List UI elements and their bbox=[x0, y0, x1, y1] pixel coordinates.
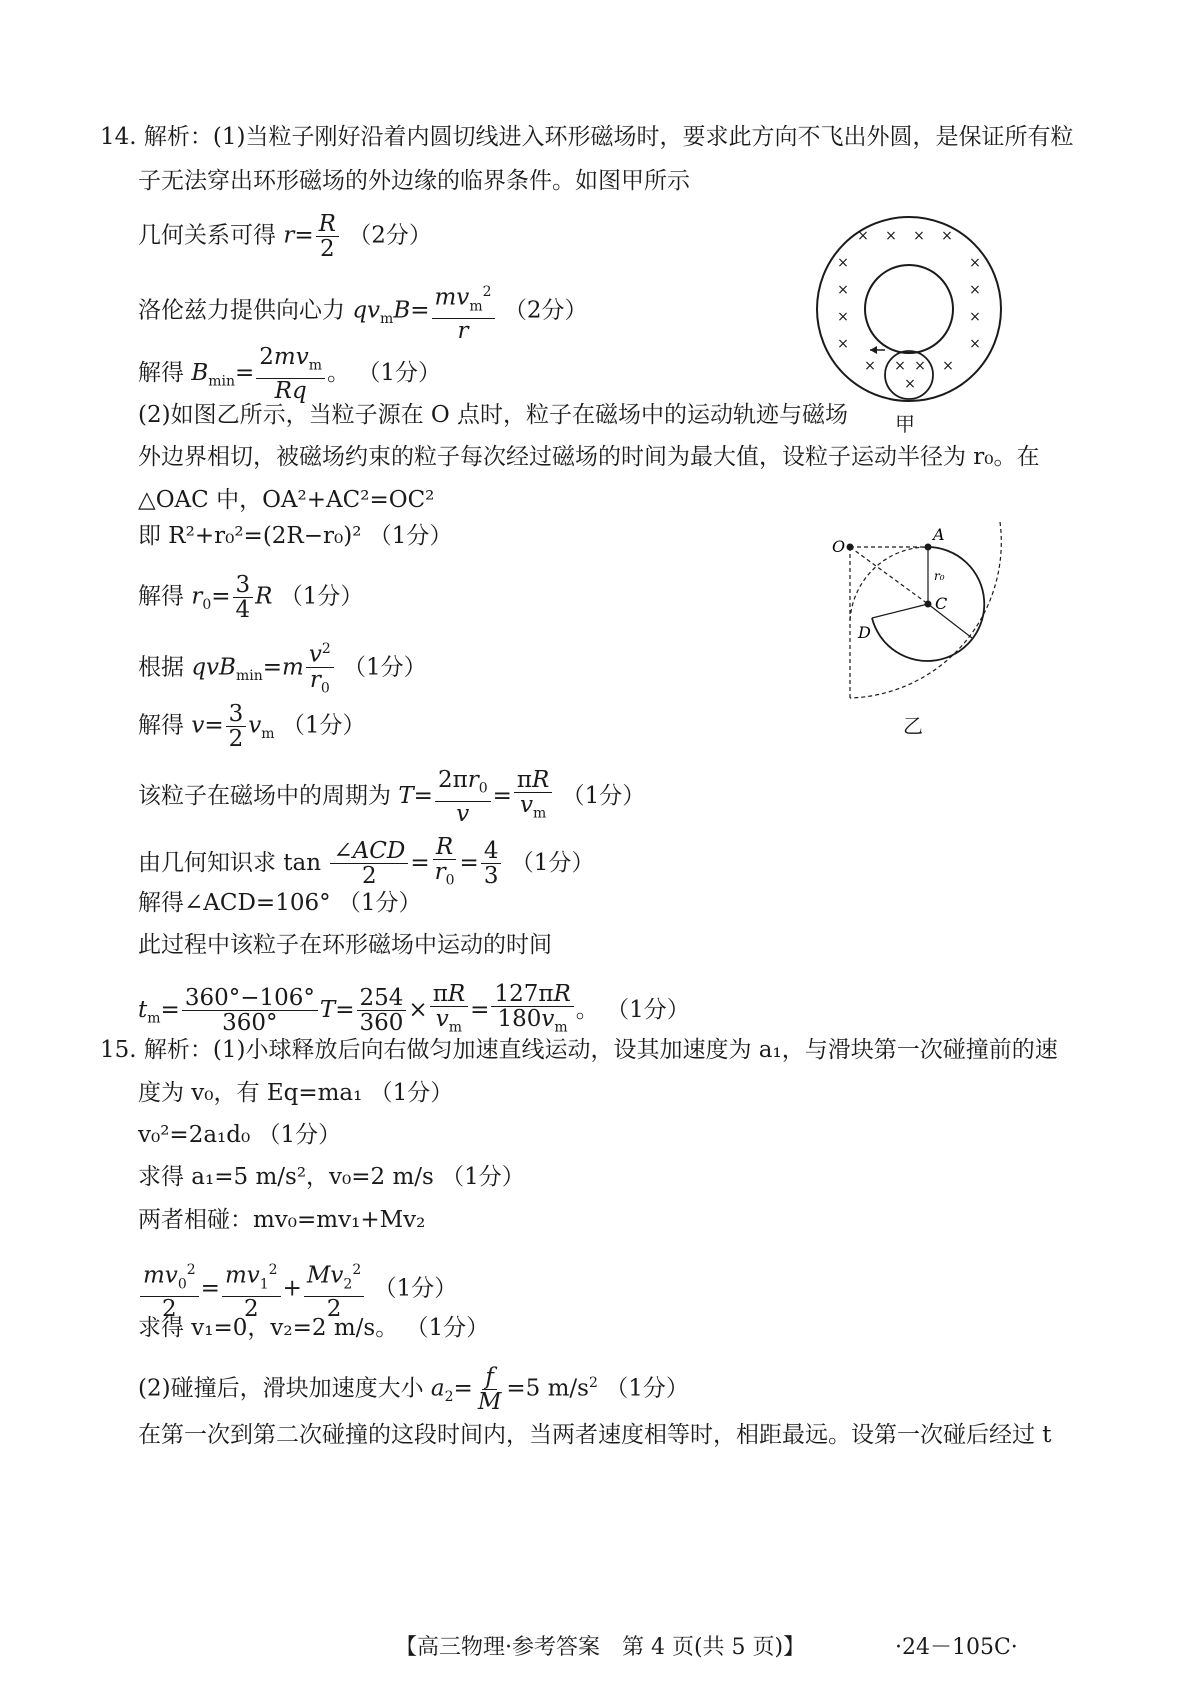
field-x-mark: × bbox=[864, 358, 876, 374]
q14-equation-qvb: 根据 qvB$_{min}$=m $\frac{v^2}{r_0}$ （1分） bbox=[138, 637, 427, 700]
figure-jia bbox=[810, 210, 1010, 430]
field-x-mark: × bbox=[837, 282, 849, 298]
figure-yi-caption: 乙 bbox=[903, 714, 923, 738]
OC-dashed bbox=[850, 547, 928, 604]
label-C: C bbox=[935, 594, 948, 613]
q14-equation-lorentz: 洛伦兹力提供向心力 $qv_mB=$ $mv_m^2$ r （2分） bbox=[138, 280, 587, 343]
q15-line: 求得 a₁=5 m/s²，v₀=2 m/s （1分） bbox=[138, 1164, 525, 1190]
field-x-mark: × bbox=[857, 228, 869, 244]
q14-equation-tm: $t_m=$ $\frac{360^\circ-106^\circ}{360^\circ}$ T= $\frac{254}{360}$ × $\frac{\pi R}{v_m}$ = $\frac{127\pi R}{180v_m}$ 。 （1分） bbox=[138, 981, 690, 1037]
figure-jia-caption: 甲 bbox=[895, 412, 915, 436]
inner-boundary-arc bbox=[850, 547, 928, 620]
q15-equation-a2: (2)碰撞后，滑块加速度大小 $a_2=$ $\frac{f}{M}$ =5 $m/s^2$ （1分） bbox=[138, 1364, 689, 1415]
q14-part2: 外边界相切，被磁场约束的粒子每次经过磁场的时间为最大值，设粒子运动半径为 r₀。在 bbox=[138, 444, 1040, 470]
field-x-mark: × bbox=[885, 228, 897, 244]
CD-line bbox=[872, 604, 928, 618]
field-x-mark: × bbox=[969, 282, 981, 298]
q14-equation-v: 解得 v= $\frac{3}{2}$ $v_m$ （1分） bbox=[138, 701, 366, 752]
field-x-mark: × bbox=[942, 358, 954, 374]
label-r0: r₀ bbox=[934, 569, 945, 583]
q15-line: v₀²=2a₁d₀ （1分） bbox=[138, 1122, 342, 1148]
field-x-mark: × bbox=[837, 309, 849, 325]
q14-text: 此过程中该粒子在环形磁场中运动的时间 bbox=[138, 932, 552, 958]
q14-equation-r: 几何关系可得 r= $\frac{R}{2}$ （2分） bbox=[138, 211, 432, 262]
q14-angle: 解得∠ACD=106° （1分） bbox=[138, 890, 422, 916]
q15-line: 度为 v₀，有 Eq=ma₁ （1分） bbox=[138, 1080, 454, 1106]
q14-line: 子无法穿出环形磁场的外边缘的临界条件。如图甲所示 bbox=[138, 168, 690, 194]
q15-equation-energy: $\frac{mv_0^2}{2}$ = $\frac{mv_1^2}{2}$ + $\frac{Mv_2^2}{2}$ （1分） bbox=[138, 1258, 457, 1321]
label-D: D bbox=[858, 623, 871, 642]
field-x-mark: × bbox=[969, 336, 981, 352]
q14-part2: 即 R²+r₀²=(2R−r₀)² （1分） bbox=[138, 523, 453, 549]
footer-code: ·24－105C· bbox=[895, 1635, 1018, 1660]
footer-page-info: 【高三物理·参考答案 第 4 页(共 5 页)】 bbox=[395, 1635, 806, 1660]
q14-equation-r0: 解得 $r_0=$ $\frac{3}{4}$ R （1分） bbox=[138, 572, 364, 623]
field-x-mark: × bbox=[969, 255, 981, 271]
q14-part2: (2)如图乙所示，当粒子源在 O 点时，粒子在磁场中的运动轨迹与磁场 bbox=[138, 402, 849, 428]
arrow-head bbox=[870, 346, 877, 354]
point-C bbox=[925, 601, 932, 608]
field-x-mark: × bbox=[969, 309, 981, 325]
figure-yi bbox=[820, 520, 1010, 710]
inner-circle bbox=[865, 265, 953, 353]
field-marks bbox=[837, 228, 981, 392]
q15-line: 两者相碰：mv₀=mv₁+Mv₂ bbox=[138, 1207, 426, 1233]
q14-heading: 14. 解析：(1)当粒子刚好沿着内圆切线进入环形磁场时，要求此方向不飞出外圆，是保证所有粒 bbox=[100, 124, 1074, 150]
q14-equation-bmin: 解得 $B_{min}=$ $2mv_m$ Rq 。 （1分） bbox=[138, 344, 441, 404]
q15-line: 求得 v₁=0，v₂=2 m/s。 （1分） bbox=[138, 1315, 490, 1341]
q14-equation-period: 该粒子在磁场中的周期为 T= $\frac{2\pi r_0}{v}$ = $\frac{\pi R}{v_m}$ （1分） bbox=[138, 767, 646, 827]
field-x-mark: × bbox=[904, 376, 916, 392]
q14-equation-tan: 由几何知识求 tan ∠ACD 2 = $\frac{R}{r_0}$ = $\frac{4}{3}$ （1分） bbox=[138, 834, 595, 890]
label-A: A bbox=[933, 525, 945, 544]
point-O bbox=[847, 544, 854, 551]
field-x-mark: × bbox=[837, 255, 849, 271]
q15-line: 在第一次到第二次碰撞的这段时间内，当两者速度相等时，相距最远。设第一次碰后经过 t bbox=[138, 1422, 1052, 1448]
q14-part2: △OAC 中，OA²+AC²=OC² bbox=[138, 487, 435, 513]
q15-heading: 15. 解析：(1)小球释放后向右做匀加速直线运动，设其加速度为 a₁，与滑块第一次碰撞前的速 bbox=[100, 1037, 1058, 1063]
point-A bbox=[925, 544, 932, 551]
field-x-mark: × bbox=[913, 228, 925, 244]
field-x-mark: × bbox=[894, 358, 906, 374]
field-x-mark: × bbox=[941, 228, 953, 244]
field-x-mark: × bbox=[914, 358, 926, 374]
field-x-mark: × bbox=[837, 336, 849, 352]
label-O: O bbox=[832, 537, 846, 556]
